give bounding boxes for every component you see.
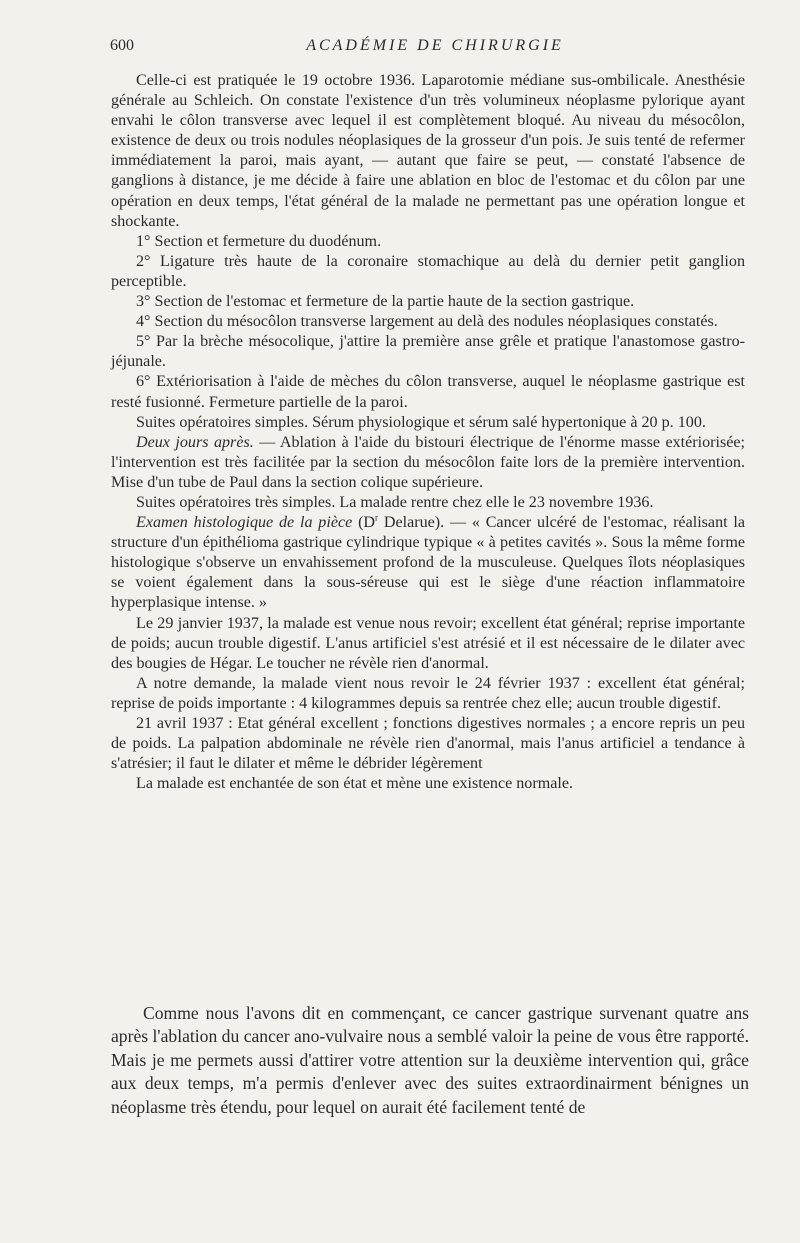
deux-jours-label: Deux jours après. — [136, 433, 254, 451]
step-1: 1° Section et fermeture du duodénum. — [136, 232, 382, 250]
paragraph-examen — [111, 513, 745, 613]
step-2: 2° Ligature très haute de la coronaire stomachique au delà du dernier petit ganglion perceptible. — [111, 252, 745, 290]
deux-jours-text: — Ablation à l'aide du bistouri électrique de l'énorme masse extériorisée; l'intervention est très facilitée par la section du mésocôlon faite lors de la première intervention. Mise d'un tube de Paul dans la section colique supérieure. — [111, 433, 745, 491]
paragraph-janvier: Le 29 janvier 1937, la malade est venue nous revoir; excellent état général; reprise importante de poids; aucun trouble digestif. L'anus artificiel s'est atrésié et il est nécessaire de le dilater avec des bougies de Hégar. Le toucher ne révèle rien d'anormal. — [111, 614, 745, 672]
paragraph-final: La malade est enchantée de son état et mène une existence normale. — [136, 775, 574, 793]
conclusion-text — [111, 1002, 749, 1119]
step-4: 4° Section du mésocôlon transverse largement au delà des nodules néoplasiques constatés. — [136, 313, 718, 331]
step-3: 3° Section de l'estomac et fermeture de la partie haute de la section gastrique. — [136, 293, 635, 311]
paragraph-avril: 21 avril 1937 : Etat général excellent ; fonctions digestives normales ; a encore repris un peu de poids. La palpation abdominale ne révèle rien d'anormal, mais l'anus artificiel a tendance à s'atrésier; il faut le dilater et même le débrider légèrement — [111, 715, 745, 773]
page-header — [110, 37, 760, 59]
paragraph-suites-2: Suites opératoires très simples. La malade rentre chez elle le 23 novembre 1936. — [136, 493, 654, 511]
step-6: 6° Extériorisation à l'aide de mèches du côlon transverse, auquel le néoplasme gastrique est resté fusionné. Fermeture partielle de la paroi. — [111, 373, 745, 411]
paragraph-deux-jours — [111, 433, 745, 493]
examen-label: Examen histologique de la pièce — [136, 514, 353, 532]
page-number: 600 — [110, 37, 134, 54]
step-5: 5° Par la brèche mésocolique, j'attire la première anse grêle et pratique l'anastomose gastro-jéjunale. — [111, 333, 745, 371]
paragraph-conclusion: Comme nous l'avons dit en commençant, ce cancer gastrique survenant quatre ans après l'ablation du cancer ano-vulvaire nous a semblé valoir la peine de vous être rapporté. Mais je me permets aussi d'attirer votre attention sur la deuxième intervention qui, grâce aux deux temps, m'a permis d'enlever avec des suites extraordinairment bénignes un néoplasme très étendu, pour lequel on aurait été facilement tenté de — [111, 1003, 749, 1117]
paragraph-operation: Celle-ci est pratiquée le 19 octobre 1936. Laparotomie médiane sus-ombilicale. Anesthésie générale au Schleich. On constate l'existence d'un très volumineux néoplasme pylorique ayant envahi le côlon transverse avec lequel il est complètement bloqué. Au niveau du mésocôlon, existence de deux ou trois nodules néoplasiques de la grosseur d'un pois. Je suis tenté de refermer immédiatement la paroi, mais ayant, — autant que faire se peut, — constaté l'absence de ganglions à distance, je me décide à faire une ablation en bloc de l'estomac et du côlon par une opération en deux temps, l'état général de la malade ne permettant pas une opération longue et shockante. — [111, 72, 745, 230]
examen-dr: (D — [352, 514, 376, 532]
paragraph-suites-1: Suites opératoires simples. Sérum physiologique et sérum salé hypertonique à 20 p. 100. — [136, 413, 706, 431]
examen-dr-sup: r — [375, 512, 379, 523]
paragraph-fevrier: A notre demande, la malade vient nous revoir le 24 février 1937 : excellent état général; reprise de poids importante : 4 kilogrammes depuis sa rentrée chez elle; aucun trouble digestif. — [111, 674, 745, 712]
examen-text: Delarue). — « Cancer ulcéré de l'estomac, réalisant la structure d'un épithélioma gastrique cylindrique typique « à petites cavités ». Sous la même forme histologique s'observe un envahissement profond de la musculeuse. Quelques îlots néoplasiques se voient également dans la sous-séreuse qui est le siège d'une réaction inflammatoire hyperplasique intense. » — [111, 514, 745, 612]
case-report-text — [111, 71, 745, 794]
running-title: ACADÉMIE DE CHIRURGIE — [306, 37, 564, 54]
